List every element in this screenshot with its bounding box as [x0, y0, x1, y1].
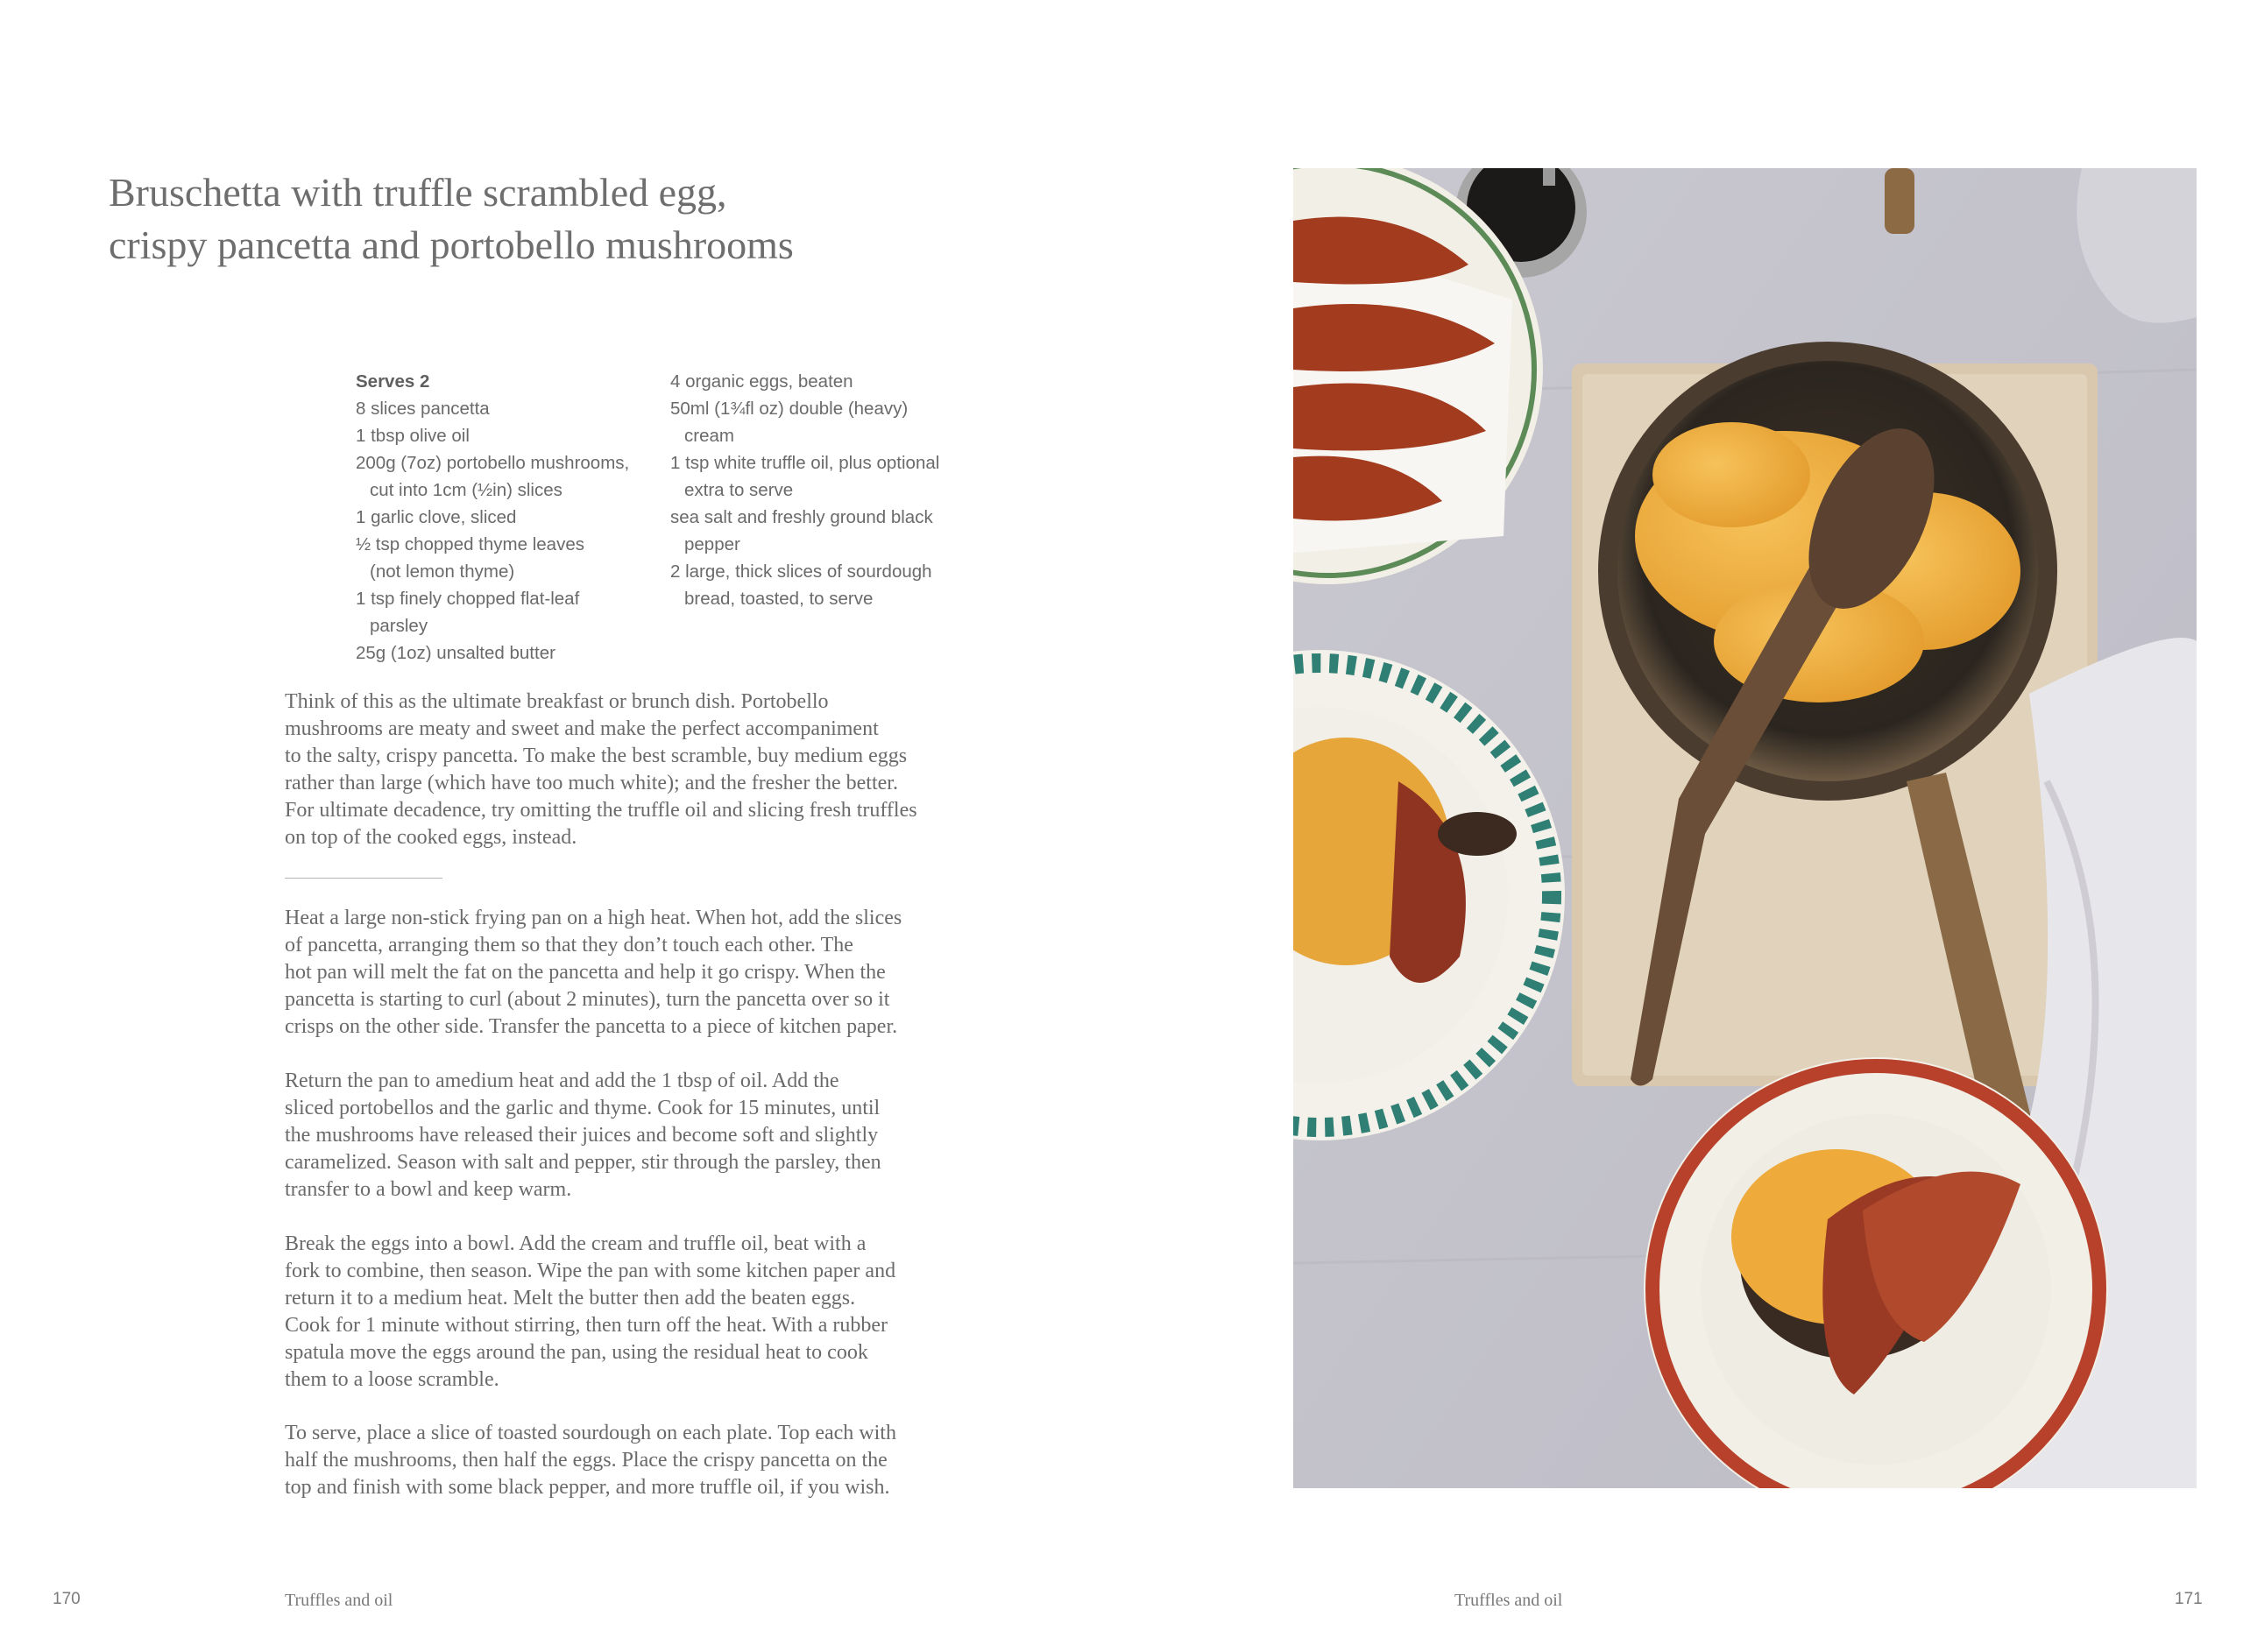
- ingredient-line: 8 slices pancetta: [356, 399, 490, 419]
- ingredient-line: 4 organic eggs, beaten: [670, 371, 853, 392]
- text-line: on top of the cooked eggs, instead.: [285, 826, 577, 849]
- text-line: hot pan will melt the fat on the pancetta and help it go crispy. When the: [285, 961, 886, 984]
- right-running-head: Truffles and oil: [1454, 1591, 1563, 1610]
- text-line: mushrooms are meaty and sweet and make the perfect accompaniment: [285, 717, 879, 740]
- ingredient-line: bread, toasted, to serve: [684, 589, 874, 609]
- ingredient-line: 25g (1oz) unsalted butter: [356, 643, 555, 663]
- title-line: crispy pancetta and portobello mushrooms: [109, 222, 794, 267]
- intro-paragraph: [285, 688, 968, 851]
- section-divider: [285, 878, 442, 879]
- food-photo: [1293, 168, 2197, 1488]
- text-line: fork to combine, then season. Wipe the pan with some kitchen paper and: [285, 1260, 896, 1282]
- left-running-head: Truffles and oil: [285, 1591, 393, 1610]
- title-line: Bruschetta with truffle scrambled egg,: [109, 170, 727, 215]
- left-page-number: 170: [53, 1590, 81, 1608]
- method-step-3: [285, 1231, 968, 1394]
- serves-label: Serves 2: [356, 371, 430, 392]
- text-line: pancetta is starting to curl (about 2 minutes), turn the pancetta over so it: [285, 988, 890, 1011]
- text-line: sliced portobellos and the garlic and thyme. Cook for 15 minutes, until: [285, 1097, 881, 1119]
- text-line: top and finish with some black pepper, and more truffle oil, if you wish.: [285, 1476, 890, 1499]
- method-step-4: [285, 1420, 968, 1501]
- text-line: To serve, place a slice of toasted sourdough on each plate. Top each with: [285, 1422, 896, 1444]
- ingredient-line: pepper: [684, 534, 740, 554]
- ingredient-line: 1 tsp finely chopped flat-leaf: [356, 589, 580, 609]
- text-line: of pancetta, arranging them so that they don’t touch each other. The: [285, 934, 853, 957]
- text-line: For ultimate decadence, try omitting the truffle oil and slicing fresh truffles: [285, 799, 917, 822]
- ingredient-line: sea salt and freshly ground black: [670, 507, 933, 527]
- text-line: rather than large (which have too much white); and the fresher the better.: [285, 772, 898, 794]
- method-step-2: [285, 1068, 968, 1204]
- ingredients-column-1: [356, 368, 654, 667]
- text-line: return it to a medium heat. Melt the butter then add the beaten eggs.: [285, 1287, 856, 1310]
- method-step-1: [285, 905, 968, 1041]
- text-line: them to a loose scramble.: [285, 1368, 499, 1391]
- text-line: to the salty, crispy pancetta. To make the best scramble, buy medium eggs: [285, 745, 908, 767]
- ingredient-line: 1 tsp white truffle oil, plus optional: [670, 453, 940, 473]
- text-line: the mushrooms have released their juices and become soft and slightly: [285, 1124, 879, 1147]
- recipe-title: [109, 166, 985, 272]
- text-line: caramelized. Season with salt and pepper, stir through the parsley, then: [285, 1151, 881, 1174]
- right-page-number: 171: [2175, 1590, 2203, 1608]
- text-line: crisps on the other side. Transfer the pancetta to a piece of kitchen paper.: [285, 1015, 898, 1038]
- ingredients-column-2: [670, 368, 986, 612]
- text-line: Think of this as the ultimate breakfast or brunch dish. Portobello: [285, 690, 829, 713]
- text-line: Break the eggs into a bowl. Add the cream and truffle oil, beat with a: [285, 1232, 867, 1255]
- text-line: Return the pan to amedium heat and add the 1 tbsp of oil. Add the: [285, 1070, 839, 1092]
- ingredient-line: (not lemon thyme): [370, 561, 515, 582]
- ingredient-line: cut into 1cm (½in) slices: [370, 480, 563, 500]
- ingredient-line: 1 garlic clove, sliced: [356, 507, 517, 527]
- ingredient-line: cream: [684, 426, 734, 446]
- text-line: half the mushrooms, then half the eggs. Place the crispy pancetta on the: [285, 1449, 888, 1472]
- text-line: Heat a large non-stick frying pan on a high heat. When hot, add the slices: [285, 907, 902, 929]
- ingredient-line: 200g (7oz) portobello mushrooms,: [356, 453, 630, 473]
- text-line: Cook for 1 minute without stirring, then turn off the heat. With a rubber: [285, 1314, 888, 1337]
- ingredient-line: parsley: [370, 616, 428, 636]
- text-line: transfer to a bowl and keep warm.: [285, 1178, 572, 1201]
- ingredient-line: extra to serve: [684, 480, 794, 500]
- text-line: spatula move the eggs around the pan, using the residual heat to cook: [285, 1341, 868, 1364]
- ingredient-line: 2 large, thick slices of sourdough: [670, 561, 932, 582]
- ingredient-line: 50ml (1¾fl oz) double (heavy): [670, 399, 909, 419]
- ingredient-line: 1 tbsp olive oil: [356, 426, 470, 446]
- ingredient-line: ½ tsp chopped thyme leaves: [356, 534, 584, 554]
